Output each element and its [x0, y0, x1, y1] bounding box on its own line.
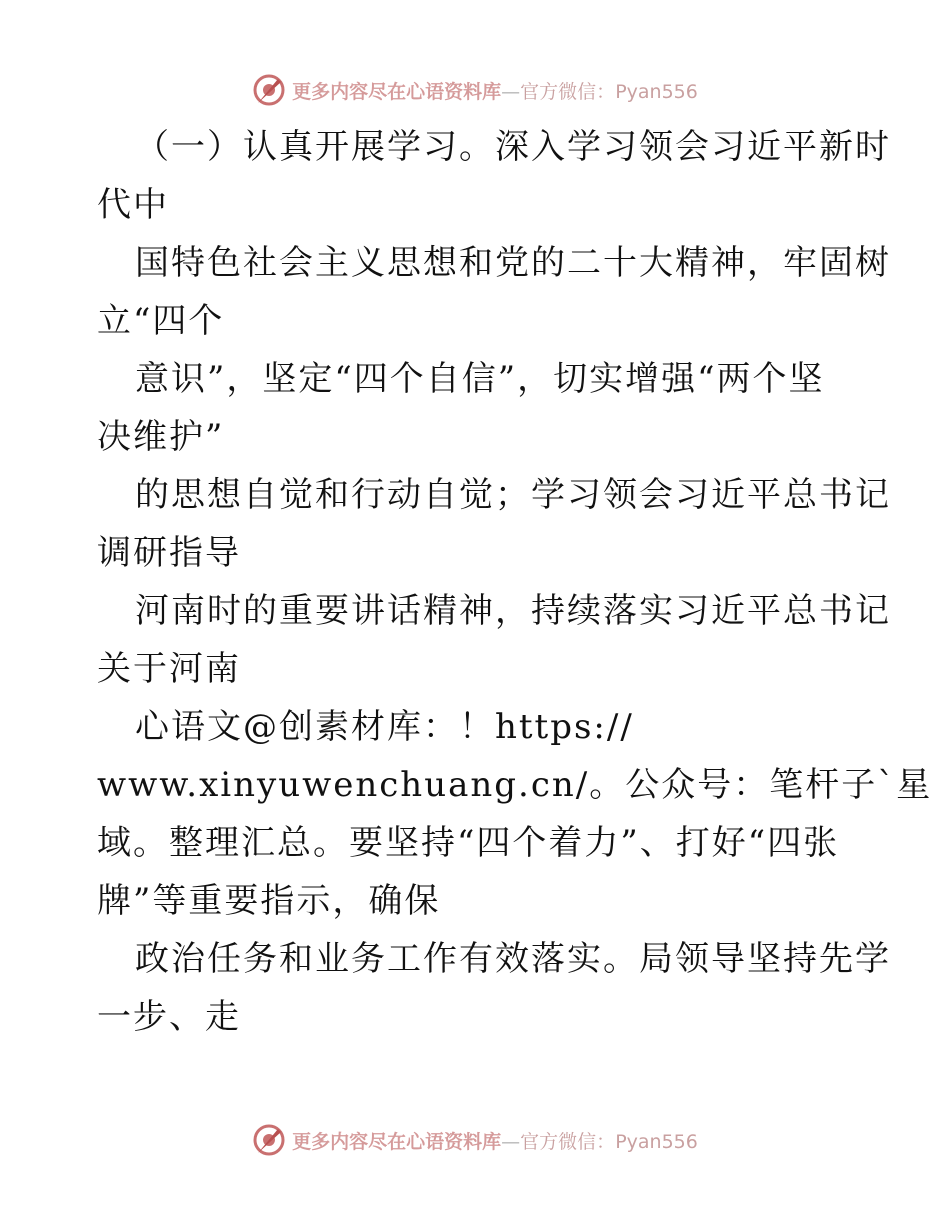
- watermark-brand: 更多内容尽在心语资料库: [292, 1130, 502, 1153]
- text-line: 心语文@创素材库：！https://: [135, 707, 634, 747]
- text-line: 一步、走: [97, 997, 241, 1037]
- footer-watermark: [0, 1120, 950, 1160]
- text-line: 意识”，坚定“四个自信”，切实增强“两个坚: [135, 359, 825, 399]
- watermark-wechat-id: Pyan556: [615, 1130, 698, 1153]
- text-line: 关于河南: [97, 649, 241, 689]
- text-line: 立“四个: [97, 301, 225, 341]
- text-line: 政治任务和业务工作有效落实。局领导坚持先学: [135, 939, 891, 979]
- document-body: [97, 118, 933, 1046]
- watermark-brand: 更多内容尽在心语资料库: [292, 80, 502, 103]
- text-line: 河南时的重要讲话精神，持续落实习近平总书记: [135, 591, 891, 631]
- header-watermark: [0, 70, 950, 110]
- watermark-text: [292, 77, 698, 104]
- watermark-text: [292, 1127, 698, 1154]
- text-line: 牌”等重要指示，确保: [97, 881, 441, 921]
- watermark-separator: —: [501, 80, 521, 103]
- text-line: www.xinyuwenchuang.cn/。公众号：笔杆子`星: [97, 765, 933, 805]
- quill-logo-icon: [252, 73, 286, 107]
- watermark-separator: —: [501, 1130, 521, 1153]
- text-line: 国特色社会主义思想和党的二十大精神，牢固树: [135, 243, 891, 283]
- text-line: 调研指导: [97, 533, 241, 573]
- text-line: （一）认真开展学习。深入学习领会习近平新时: [135, 127, 891, 167]
- watermark-wechat-label: 官方微信：: [520, 1130, 616, 1153]
- text-line: 的思想自觉和行动自觉；学习领会习近平总书记: [135, 475, 891, 515]
- quill-logo-icon: [252, 1123, 286, 1157]
- watermark-wechat-id: Pyan556: [615, 80, 698, 103]
- text-line: 域。整理汇总。要坚持“四个着力”、打好“四张: [97, 823, 840, 863]
- watermark-wechat-label: 官方微信：: [520, 80, 616, 103]
- text-line: 决维护”: [97, 417, 225, 457]
- text-line: 代中: [97, 185, 169, 225]
